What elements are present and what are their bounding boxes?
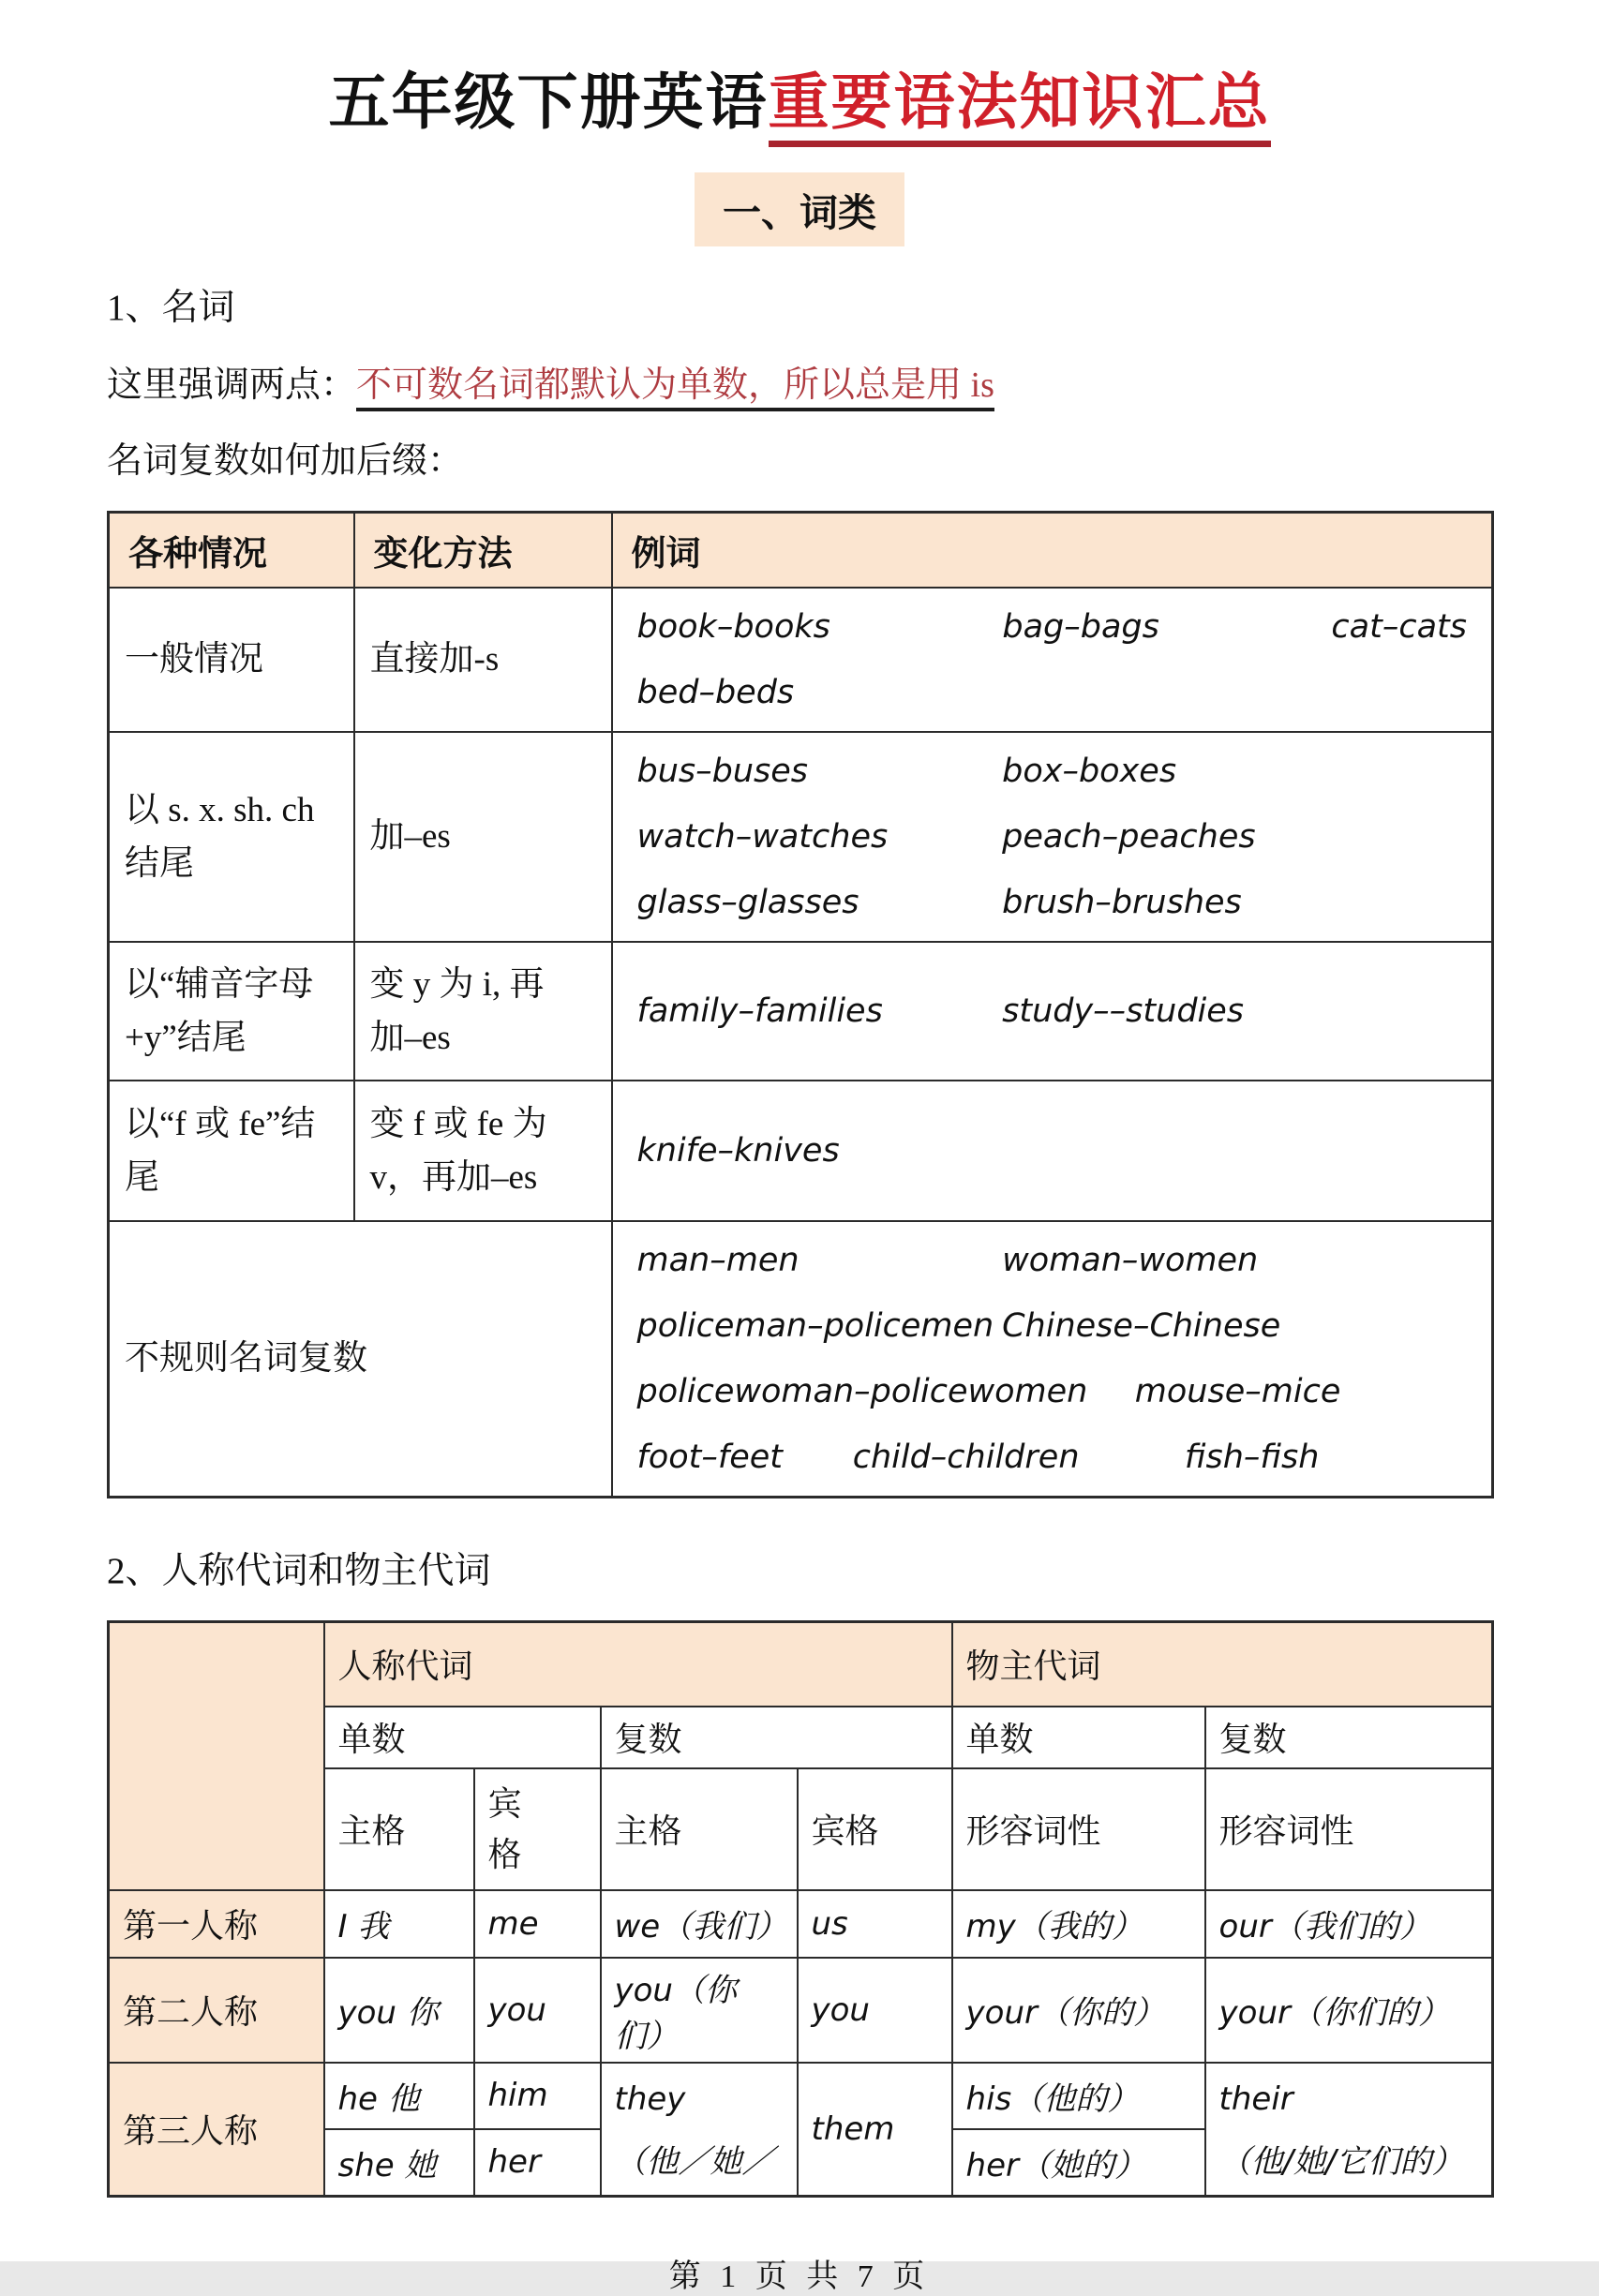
section-badge: 一、词类 — [695, 172, 904, 246]
method-cell: 直接加-s — [354, 588, 612, 732]
example-pair: fish–fish — [1184, 1439, 1320, 1476]
example-line — [637, 1228, 1468, 1293]
example-pair: study––studies — [1002, 992, 1245, 1030]
possessive-singular-cell: her（她的） — [952, 2129, 1205, 2196]
object-singular-cell: me — [474, 1890, 601, 1958]
case-cell-irregular: 不规则名词复数 — [109, 1221, 612, 1498]
examples-cell — [612, 732, 1493, 942]
subject-plural-cell — [601, 2063, 798, 2197]
case-cell: 以“f 或 fe”结尾 — [109, 1081, 354, 1221]
example-pair: glass–glasses — [636, 884, 859, 921]
subject-plural-line: they — [614, 2080, 686, 2118]
subject-plural-line: （他／她／ — [614, 2143, 774, 2181]
object-singular-cell: him — [474, 2063, 601, 2129]
object-case-header-text: 宾格 — [487, 1784, 522, 1873]
example-line — [637, 1359, 1468, 1424]
subject-case-header: 主格 — [324, 1768, 474, 1890]
example-pair: watch–watches — [636, 818, 889, 856]
example-line — [637, 804, 1468, 870]
singular-header: 单数 — [324, 1707, 601, 1768]
case-cell: 一般情况 — [109, 588, 354, 732]
third-person-row-a — [109, 2063, 1493, 2129]
header-case: 各种情况 — [109, 513, 354, 589]
example-pair: cat–cats — [1331, 608, 1467, 646]
possessive-plural-line: （他/她/它们的） — [1218, 2143, 1464, 2181]
object-singular-cell: her — [474, 2129, 601, 2196]
page-footer: 第 1 页 共 7 页 — [668, 2259, 931, 2294]
row-label: 第三人称 — [109, 2063, 324, 2197]
row-label: 第一人称 — [109, 1890, 324, 1958]
example-line — [637, 1424, 1468, 1490]
example-pair: policewoman–policewomen — [636, 1373, 1088, 1410]
table-header-row — [109, 513, 1493, 589]
subject-case-header: 主格 — [601, 1768, 798, 1890]
object-plural-cell: them — [798, 2063, 952, 2197]
page-title — [107, 52, 1492, 141]
possessive-singular-cell: your（你的） — [952, 1958, 1205, 2063]
example-pair: book–books — [636, 608, 830, 646]
example-pair: mouse–mice — [1134, 1373, 1341, 1410]
table-row — [109, 942, 1493, 1081]
object-plural-cell: you — [798, 1958, 952, 2063]
possessive-plural-cell: our（我们的） — [1205, 1890, 1493, 1958]
example-line — [637, 978, 1468, 1044]
subject-singular-cell: you 你 — [324, 1958, 474, 2063]
adjectival-header: 形容词性 — [1205, 1768, 1493, 1890]
object-plural-cell: us — [798, 1890, 952, 1958]
plural-suffix-line: 名词复数如何加后缀： — [107, 441, 464, 481]
corner-cell — [109, 1622, 324, 1890]
heading-nouns: 1、名词 — [107, 288, 235, 328]
emphasis-prefix: 这里强调两点： — [107, 365, 357, 405]
example-pair: policeman–policemen — [636, 1307, 994, 1345]
object-case-header — [474, 1768, 601, 1890]
example-pair: bed–beds — [636, 674, 795, 711]
case-cell: 以“辅音字母+y”结尾 — [109, 942, 354, 1081]
second-person-row — [109, 1958, 1493, 2063]
adjectival-header: 形容词性 — [952, 1768, 1205, 1890]
example-pair: man–men — [636, 1242, 800, 1279]
examples-cell — [612, 588, 1493, 732]
header-method: 变化方法 — [354, 513, 612, 589]
example-line — [637, 660, 1468, 725]
examples-cell — [612, 1221, 1493, 1498]
examples-cell — [612, 942, 1493, 1081]
example-pair: box–boxes — [1002, 753, 1177, 790]
example-line — [637, 870, 1468, 935]
method-cell: 变 y 为 i, 再加–es — [354, 942, 612, 1081]
possessive-singular-cell: my（我的） — [952, 1890, 1205, 1958]
plural-header: 复数 — [601, 1707, 952, 1768]
subject-singular-cell: I 我 — [324, 1890, 474, 1958]
example-pair: knife–knives — [636, 1132, 840, 1170]
possessive-pronoun-header: 物主代词 — [952, 1622, 1493, 1707]
table-row — [109, 588, 1493, 732]
example-pair: woman–women — [1002, 1242, 1259, 1279]
singular-header: 单数 — [952, 1707, 1205, 1768]
table-row — [109, 1081, 1493, 1221]
pronoun-table — [107, 1620, 1494, 2198]
example-pair: bus–buses — [636, 753, 809, 790]
example-pair: family–families — [636, 992, 883, 1030]
example-pair: foot–feet — [636, 1439, 783, 1476]
examples-cell — [612, 1081, 1493, 1221]
table-row — [109, 732, 1493, 942]
first-person-row — [109, 1890, 1493, 1958]
example-line — [637, 594, 1468, 660]
example-pair: brush–brushes — [1002, 884, 1242, 921]
personal-pronoun-header: 人称代词 — [324, 1622, 952, 1707]
possessive-plural-line: their — [1218, 2080, 1293, 2118]
subject-plural-cell: you（你们） — [601, 1958, 798, 2063]
example-pair: bag–bags — [1002, 608, 1159, 646]
possessive-plural-cell: your（你们的） — [1205, 1958, 1493, 2063]
plural-header: 复数 — [1205, 1707, 1493, 1768]
emphasis-line — [107, 355, 1492, 407]
page-title-red: 重要语法知识汇总 — [769, 69, 1271, 147]
example-pair: Chinese–Chinese — [1002, 1307, 1281, 1345]
example-line — [637, 1293, 1468, 1359]
example-pair: child–children — [852, 1439, 1080, 1476]
table-row — [109, 1221, 1493, 1498]
noun-plural-table — [107, 511, 1494, 1498]
subject-singular-cell: she 她 — [324, 2129, 474, 2196]
subject-singular-cell: he 他 — [324, 2063, 474, 2129]
group-header-row — [109, 1622, 1493, 1707]
heading-pronouns: 2、人称代词和物主代词 — [107, 1551, 491, 1591]
page-title-black: 五年级下册英语 — [328, 69, 769, 137]
header-examples: 例词 — [612, 513, 1493, 589]
case-cell: 以 s. x. sh. ch 结尾 — [109, 732, 354, 942]
subject-plural-cell: we（我们） — [601, 1890, 798, 1958]
possessive-plural-cell — [1205, 2063, 1493, 2197]
row-label: 第二人称 — [109, 1958, 324, 2063]
example-pair: peach–peaches — [1002, 818, 1256, 856]
example-line — [637, 738, 1468, 804]
section-badge-row — [107, 172, 1492, 246]
possessive-singular-cell: his（他的） — [952, 2063, 1205, 2129]
object-singular-cell: you — [474, 1958, 601, 2063]
object-case-header: 宾格 — [798, 1768, 952, 1890]
emphasis-red-text: 不可数名词都默认为单数，所以总是用 is — [356, 365, 994, 411]
method-cell: 加–es — [354, 732, 612, 942]
method-cell: 变 f 或 fe 为 v，再加–es — [354, 1081, 612, 1221]
example-line — [637, 1118, 1468, 1184]
